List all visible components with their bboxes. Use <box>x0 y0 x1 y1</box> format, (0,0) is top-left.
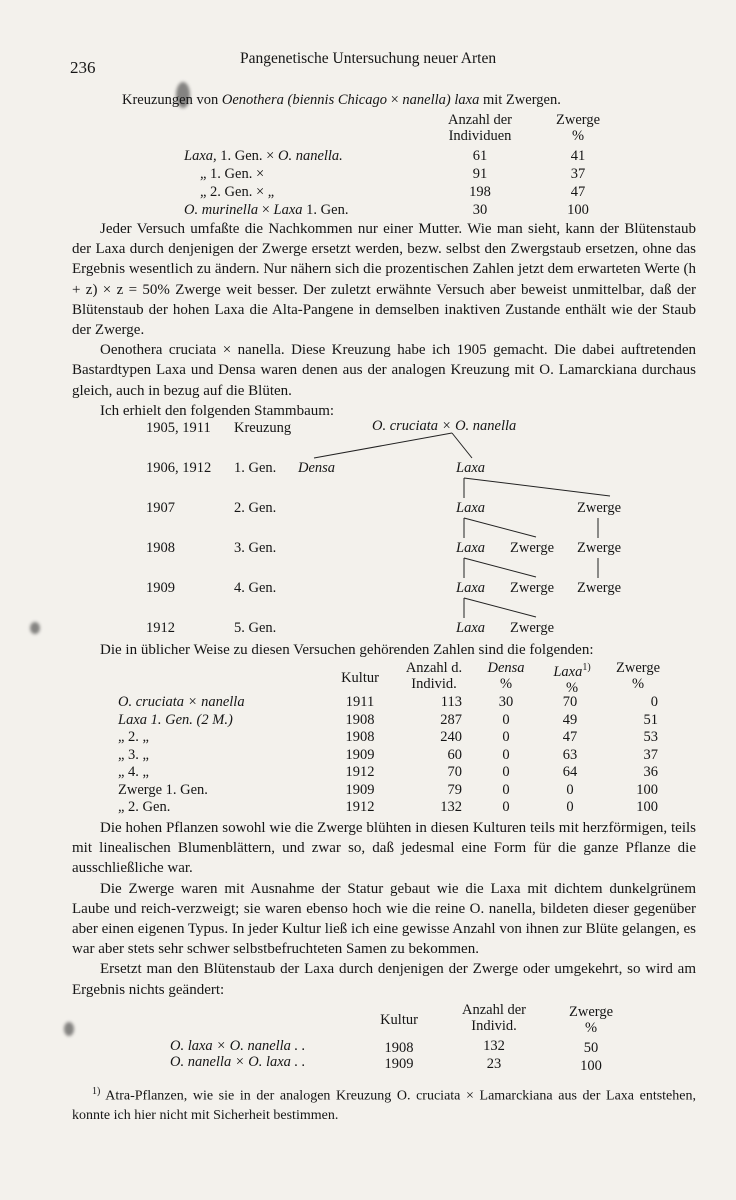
cell-anzahl: 79 <box>447 781 462 798</box>
cell-zwerge: 36 <box>643 764 658 780</box>
tree-year: 1912 <box>146 620 175 636</box>
cell-zwerge: 37 <box>643 746 658 763</box>
col-header-zwerge: Zwerge % <box>615 660 661 692</box>
row-label: Laxa, 1. Gen. × O. nanella. <box>184 148 343 164</box>
tree-year: 1909 <box>146 580 175 596</box>
tree-node: Densa <box>298 460 336 476</box>
cell-kultur: 1911 <box>345 694 375 710</box>
row-label: „ 2. Gen. × „ <box>200 184 275 200</box>
cell-densa: 0 <box>502 799 510 815</box>
cell-kultur: 1908 <box>384 1040 414 1056</box>
cell-laxa: 70 <box>562 694 578 710</box>
cell-zwerge: 53 <box>643 729 658 745</box>
cell-densa: 0 <box>502 746 510 763</box>
footnote: $^{1)}$ Atra-Pflanzen, wie sie in der analogen Kreuzung O. cruciata × Lamarckiana aus der Laxa entstehen, konnte ich hier nicht mit Sicherheit bestimmen. <box>72 1086 696 1123</box>
table1-header-zwerge: Zwerge % <box>555 112 601 144</box>
cell-zwerge: 100 <box>636 781 658 798</box>
cell-laxa: 64 <box>562 764 578 780</box>
col-header-laxa: Laxa$^{1)}$ % <box>553 662 591 696</box>
cell-kultur: 1912 <box>345 799 375 815</box>
paragraph: Jeder Versuch umfaßte die Nachkommen nur einer Mutter. Wie man sieht, kann der Blütenstaub der Laxa durch denjenigen der Zwerge ersetzt werden, bezw. selbst den Zwergstaub ersetzen, ohne das Ergebnis wesentlich zu ändern. Nur nähern sich die prozentischen Zahlen jetzt dem erwarteten Werte (h + z) × z = 50% Zwerge weit besser. Der zuletzt erwähnte Versuch aber beweist unmittelbar, daß der Blütenstaub der hohen Laxa die Alta-Pangene in demselben inaktiven Zustande enthält wie der Staub der Zwerge. <box>72 221 696 339</box>
cell-kultur: 1909 <box>384 1056 414 1072</box>
col-header-densa: Densa % <box>487 660 525 692</box>
cell-anzahl: 30 <box>472 202 488 218</box>
cell-zwerge: 0 <box>650 694 658 710</box>
body-text-block-2 <box>72 640 696 660</box>
row-label: „ 3. „ <box>118 746 149 763</box>
cell-kultur: 1908 <box>345 711 375 728</box>
cell-zwerge: 100 <box>567 202 589 218</box>
row-label: O. cruciata × nanella <box>118 694 245 710</box>
cell-anzahl: 198 <box>469 184 491 200</box>
cell-laxa: 0 <box>566 781 574 798</box>
cell-densa: 0 <box>502 729 510 745</box>
cell-anzahl: 132 <box>440 799 462 815</box>
row-label: O. laxa × O. nanella . . <box>170 1038 306 1054</box>
scan-speck <box>30 622 40 634</box>
paragraph: Die in üblicher Weise zu diesen Versuchen gehörenden Zahlen sind die folgenden: <box>100 642 594 658</box>
paragraph: Ersetzt man den Blütenstaub der Laxa durch denjenigen der Zwerge oder umgekehrt, so wird am Ergebnis nichts geändert: <box>72 961 696 998</box>
cell-densa: 0 <box>502 781 510 798</box>
row-label: O. nanella × O. laxa . . <box>170 1054 306 1070</box>
cell-kultur: 1908 <box>345 729 375 745</box>
paragraph: Die Zwerge waren mit Ausnahme der Statur gebaut wie die Laxa mit dichtem dunkelgrünem Laube und reich-verzweigt; sie waren ebenso hoch wie die reine O. nanella, bildeten dieser gegenüber aber einen eigenen Typus. In jeder Kultur ließ ich eine gewisse Anzahl von ihnen zur Blüte gelangen, es war aber stets sehr schwer selbstbefruchteten Samen zu bekommen. <box>72 880 696 958</box>
cell-anzahl: 113 <box>440 694 462 710</box>
col-header-zwerge: Zwerge % <box>568 1004 614 1036</box>
cell-kultur: 1909 <box>345 781 375 798</box>
page-number: 236 <box>70 58 96 77</box>
tree-node: Zwerge <box>510 620 555 636</box>
row-label: „ 4. „ <box>118 764 149 780</box>
row-label: Laxa 1. Gen. (2 M.) <box>118 711 233 728</box>
cell-anzahl: 287 <box>440 711 462 728</box>
cell-densa: 0 <box>502 764 510 780</box>
cell-densa: 0 <box>502 711 510 728</box>
cell-laxa: 63 <box>562 746 578 763</box>
cell-anzahl: 23 <box>486 1056 502 1072</box>
paragraph: Die hohen Pflanzen sowohl wie die Zwerge blühten in diesen Kulturen teils mit herzförmigen, teils mit linealischen Blumenblättern, und zwar so, daß jedesmal eine Form für die ganze Pflanze die ausschließliche war. <box>72 820 696 877</box>
cell-anzahl: 70 <box>447 764 462 780</box>
col-header-anzahl: Anzahl d. Individ. <box>405 660 463 692</box>
tree-node: Zwerge <box>510 580 555 596</box>
cell-kultur: 1912 <box>345 764 375 780</box>
cell-anzahl: 240 <box>440 729 462 745</box>
cell-zwerge: 50 <box>583 1040 599 1056</box>
cell-anzahl: 132 <box>483 1038 505 1054</box>
tree-node: Zwerge <box>577 500 622 516</box>
tree-cross: O. cruciata × O. nanella <box>372 418 517 434</box>
cell-anzahl: 91 <box>472 166 488 182</box>
cell-densa: 30 <box>498 694 514 710</box>
cell-zwerge: 100 <box>580 1058 602 1074</box>
cell-zwerge: 100 <box>636 799 658 815</box>
tree-year: 1906, 1912 <box>146 460 212 476</box>
cell-laxa: 49 <box>562 711 578 728</box>
row-label: O. murinella × Laxa 1. Gen. <box>184 202 349 218</box>
table1-header-anzahl: Anzahl der Individuen <box>447 112 512 144</box>
tree-node: Zwerge <box>510 540 555 556</box>
tree-node: Laxa <box>456 460 485 476</box>
table1-title: Kreuzungen von Oenothera (biennis Chicago × nanella) laxa mit Zwergen. <box>122 92 561 108</box>
tree-node: Zwerge <box>577 580 622 596</box>
cell-kultur: 1909 <box>345 746 375 763</box>
tree-year: 1908 <box>146 540 175 556</box>
row-label: „ 2. Gen. <box>118 799 171 815</box>
tree-generation: 4. Gen. <box>234 580 277 596</box>
row-label: Zwerge 1. Gen. <box>118 781 208 798</box>
tree-generation: 2. Gen. <box>234 500 277 516</box>
cell-laxa: 0 <box>566 799 574 815</box>
tree-node: Laxa <box>456 540 485 556</box>
tree-node: Laxa <box>456 500 485 516</box>
tree-generation: 1. Gen. <box>234 460 277 476</box>
tree-generation: Kreuzung <box>234 420 292 436</box>
tree-year: 1905, 1911 <box>146 420 211 436</box>
tree-node: Laxa <box>456 580 485 596</box>
body-text-block-1 <box>72 219 696 421</box>
cell-anzahl: 60 <box>447 746 462 763</box>
tree-generation: 5. Gen. <box>234 620 277 636</box>
cell-zwerge: 37 <box>570 166 586 182</box>
scan-speck <box>64 1022 74 1036</box>
tree-generation: 3. Gen. <box>234 540 277 556</box>
row-label: „ 1. Gen. × <box>200 166 265 182</box>
tree-year: 1907 <box>146 500 175 516</box>
cell-anzahl: 61 <box>472 148 488 164</box>
paragraph: Ich erhielt den folgenden Stammbaum: <box>100 402 335 419</box>
row-label: „ 2. „ <box>118 729 149 745</box>
col-header-anzahl: Anzahl der Individ. <box>461 1002 526 1034</box>
col-header-kultur: Kultur <box>380 1012 418 1028</box>
cell-zwerge: 47 <box>570 184 586 200</box>
paragraph: Oenothera cruciata × nanella. Diese Kreuzung habe ich 1905 gemacht. Die dabei auftretenden Bastardtypen Laxa und Densa waren denen aus der analogen Kreuzung mit O. Lamarckiana durchaus gleich, auch in bezug auf die Blüten. <box>72 342 696 399</box>
cell-zwerge: 51 <box>643 711 658 728</box>
running-title: Pangenetische Untersuchung neuer Arten <box>240 50 497 67</box>
cell-laxa: 47 <box>562 729 578 745</box>
col-header-kultur: Kultur <box>341 670 379 686</box>
body-text-block-3 <box>72 818 696 1000</box>
tree-node: Laxa <box>456 620 485 636</box>
tree-node: Zwerge <box>577 540 622 556</box>
cell-zwerge: 41 <box>570 148 586 164</box>
